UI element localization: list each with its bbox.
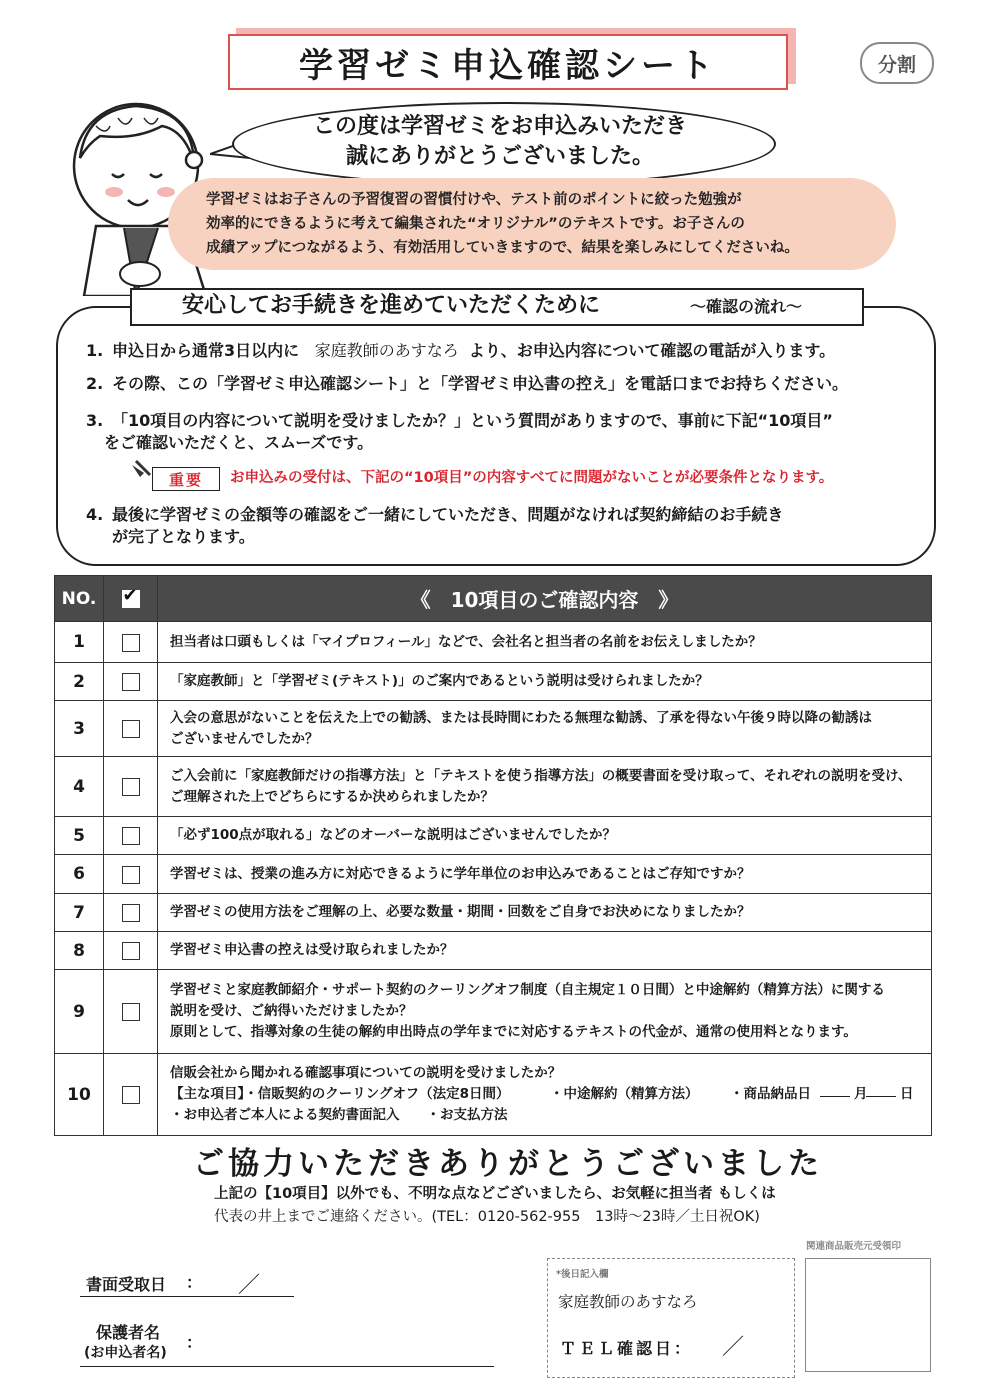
table-row [55, 894, 932, 932]
row-number: 8 [55, 932, 104, 970]
checkbox[interactable] [122, 827, 140, 845]
intro-line-3: 成績アップにつながるよう、有効活用していきますので、結果を楽しみにしてくださいね。 [206, 240, 799, 256]
delivery-day-blank[interactable] [866, 1084, 896, 1097]
bubble-line-1: この度は学習ゼミをお申込みいただき [312, 114, 687, 139]
row-text: 学習ゼミ申込書の控えは受け取られましたか？ [158, 932, 932, 970]
contact-note-line-1: 上記の【10項目】以外でも、不明な点などございましたら、お気軽に担当者 もしくは [214, 1186, 776, 1202]
row-text: 担当者は口頭もしくは「マイプロフィール」などで、会社名と担当者の名前をお伝えしましたか？ [158, 622, 932, 663]
page-title: 学習ゼミ申込確認シート [228, 34, 788, 90]
row-text: ご入会前に「家庭教師だけの指導方法」と「テキストを使う指導方法」の概要書面を受け取って、それぞれの説明を受け、 ご理解された上でどちらにするか決められましたか？ [158, 757, 932, 817]
row-text: 「必ず100点が取れる」などのオーバーな説明はございませんでしたか？ [158, 817, 932, 855]
step-text: 「10項目の内容について説明を受けましたか？」という質問がありますので、事前に下記“10項目” [112, 411, 833, 430]
colon: ： [186, 1273, 203, 1292]
table-row [55, 817, 932, 855]
step-number: 4. [86, 505, 104, 524]
date-slash: ／ [238, 1273, 261, 1298]
later-entry-label: *後日記入欄 [556, 1269, 609, 1280]
table-row [55, 701, 932, 757]
intro-line-2: 効率的にできるように考えて編集された“オリジナル”のテキストです。お子さんの [206, 216, 745, 232]
confirmation-checklist-table [54, 575, 932, 1136]
later-company-name: 家庭教師のあすなろ [558, 1293, 698, 1311]
row-text: 「家庭教師」と「学習ゼミ(テキスト)」のご案内であるという説明は受けられましたか？ [158, 663, 932, 701]
row-number: 9 [55, 970, 104, 1054]
row-text: 学習ゼミは、授業の進み方に対応できるように学年単位のお申込みであることはご存知ですか？ [158, 855, 932, 894]
checkbox[interactable] [122, 1003, 140, 1021]
checkmark-icon: ✔ [122, 584, 138, 606]
checkbox[interactable] [122, 720, 140, 738]
row-number: 1 [55, 622, 104, 663]
checkbox[interactable] [122, 904, 140, 922]
step-text: が完了となります。 [112, 527, 255, 546]
step-text: その際、この「学習ゼミ申込確認シート」と「学習ゼミ申込書の控え」を電話口までお持ちください。 [112, 374, 849, 393]
step-text: 最後に学習ゼミの金額等の確認をご一緒にしていただき、問題がなければ契約締結のお手続き [112, 505, 784, 524]
step-text: より、お申込内容について確認の電話が入ります。 [468, 341, 836, 360]
row-number: 10 [55, 1054, 104, 1136]
column-header-check [104, 576, 158, 622]
row-number: 5 [55, 817, 104, 855]
checkbox[interactable] [122, 866, 140, 884]
table-row [55, 932, 932, 970]
row-number: 3 [55, 701, 104, 757]
colon: ： [186, 1333, 203, 1352]
table-row [55, 1054, 932, 1136]
checkbox[interactable] [122, 1086, 140, 1104]
checkbox[interactable] [122, 942, 140, 960]
guardian-name-label: 保護者名 [96, 1323, 161, 1342]
thanks-message: ご協力いただきありがとうございました [193, 1146, 823, 1182]
checkbox[interactable] [122, 673, 140, 691]
row-number: 2 [55, 663, 104, 701]
table-row [55, 622, 932, 663]
row-number: 7 [55, 894, 104, 932]
important-label: 重要 [152, 467, 220, 491]
row-text: 学習ゼミと家庭教師紹介・サポート契約のクーリングオフ制度（自主規定１０日間）と中途解約（精算方法）に関する 説明を受け、ご納得いただけましたか？ 原則として、指導対象の生徒の解約申出時点の学年までに対応するテキストの代金が、通常の使用料となります。 [158, 970, 932, 1054]
guardian-name-field[interactable] [80, 1366, 494, 1367]
step-4 [86, 504, 783, 548]
stamp-box [805, 1258, 931, 1372]
table-header-row [55, 576, 932, 622]
procedure-heading: 安心してお手続きを進めていただくために [182, 293, 601, 318]
step-3 [86, 410, 833, 454]
table-row [55, 663, 932, 701]
column-header-no: NO. [55, 576, 104, 622]
installment-badge: 分割 [860, 42, 934, 84]
procedure-subheading: 〜確認の流れ〜 [690, 297, 803, 316]
row-text: 入会の意思がないことを伝えた上での勧誘、または長時間にわたる無理な勧誘、了承を得ない午後９時以降の勧誘は ございませんでしたか？ [158, 701, 932, 757]
intro-text [206, 188, 876, 260]
step-2 [86, 373, 848, 395]
step-1 [86, 340, 835, 362]
checkbox[interactable] [122, 778, 140, 796]
table-row [55, 855, 932, 894]
company-name: 家庭教師のあすなろ [314, 341, 459, 360]
checkbox[interactable] [122, 634, 140, 652]
step-number: 3. [86, 411, 104, 430]
step-text: をご確認いただくと、スムーズです。 [104, 433, 374, 452]
applicant-name-label: (お申込者名) [84, 1345, 167, 1361]
tel-confirm-date-label: ＴＥＬ確認日： [560, 1339, 694, 1358]
table-row [55, 970, 932, 1054]
bubble-line-2: 誠にありがとうございました。 [345, 144, 654, 169]
received-date-label: 書面受取日 [86, 1275, 167, 1294]
tel-date-slash: ／ [722, 1335, 745, 1360]
received-date-field[interactable] [80, 1296, 294, 1297]
row-number: 6 [55, 855, 104, 894]
stamp-label: 関連商品販売元受領印 [806, 1241, 902, 1252]
step-number: 1. [86, 341, 104, 360]
important-text: お申込みの受付は、下記の“10項目”の内容すべてに問題がないことが必要条件となります。 [230, 470, 834, 486]
column-header-title: 《 10項目のご確認内容 》 [158, 576, 932, 622]
step-text: 申込日から通常3日以内に [112, 341, 300, 360]
table-row [55, 757, 932, 817]
step-number: 2. [86, 374, 104, 393]
row-number: 4 [55, 757, 104, 817]
intro-line-1: 学習ゼミはお子さんの予習復習の習慣付けや、テスト前のポイントに絞った勉強が [206, 192, 742, 208]
row-text: 学習ゼミの使用方法をご理解の上、必要な数量・期間・回数をご自身でお決めになりましたか？ [158, 894, 932, 932]
delivery-month-blank[interactable] [820, 1084, 850, 1097]
contact-note-line-2: 代表の井上までご連絡ください。(TEL：0120-562-955 13時〜23時／土日祝OK) [214, 1209, 760, 1225]
row-text: 信販会社から聞かれる確認事項についての説明を受けましたか？ 【主な項目】・信販契約のクーリングオフ（法定8日間） ・中途解約（精算方法） ・商品納品日 月 日 ・お申込者ご本人による契約書面記入 ・お支払方法 [158, 1054, 932, 1136]
speech-bubble-text [250, 112, 750, 172]
